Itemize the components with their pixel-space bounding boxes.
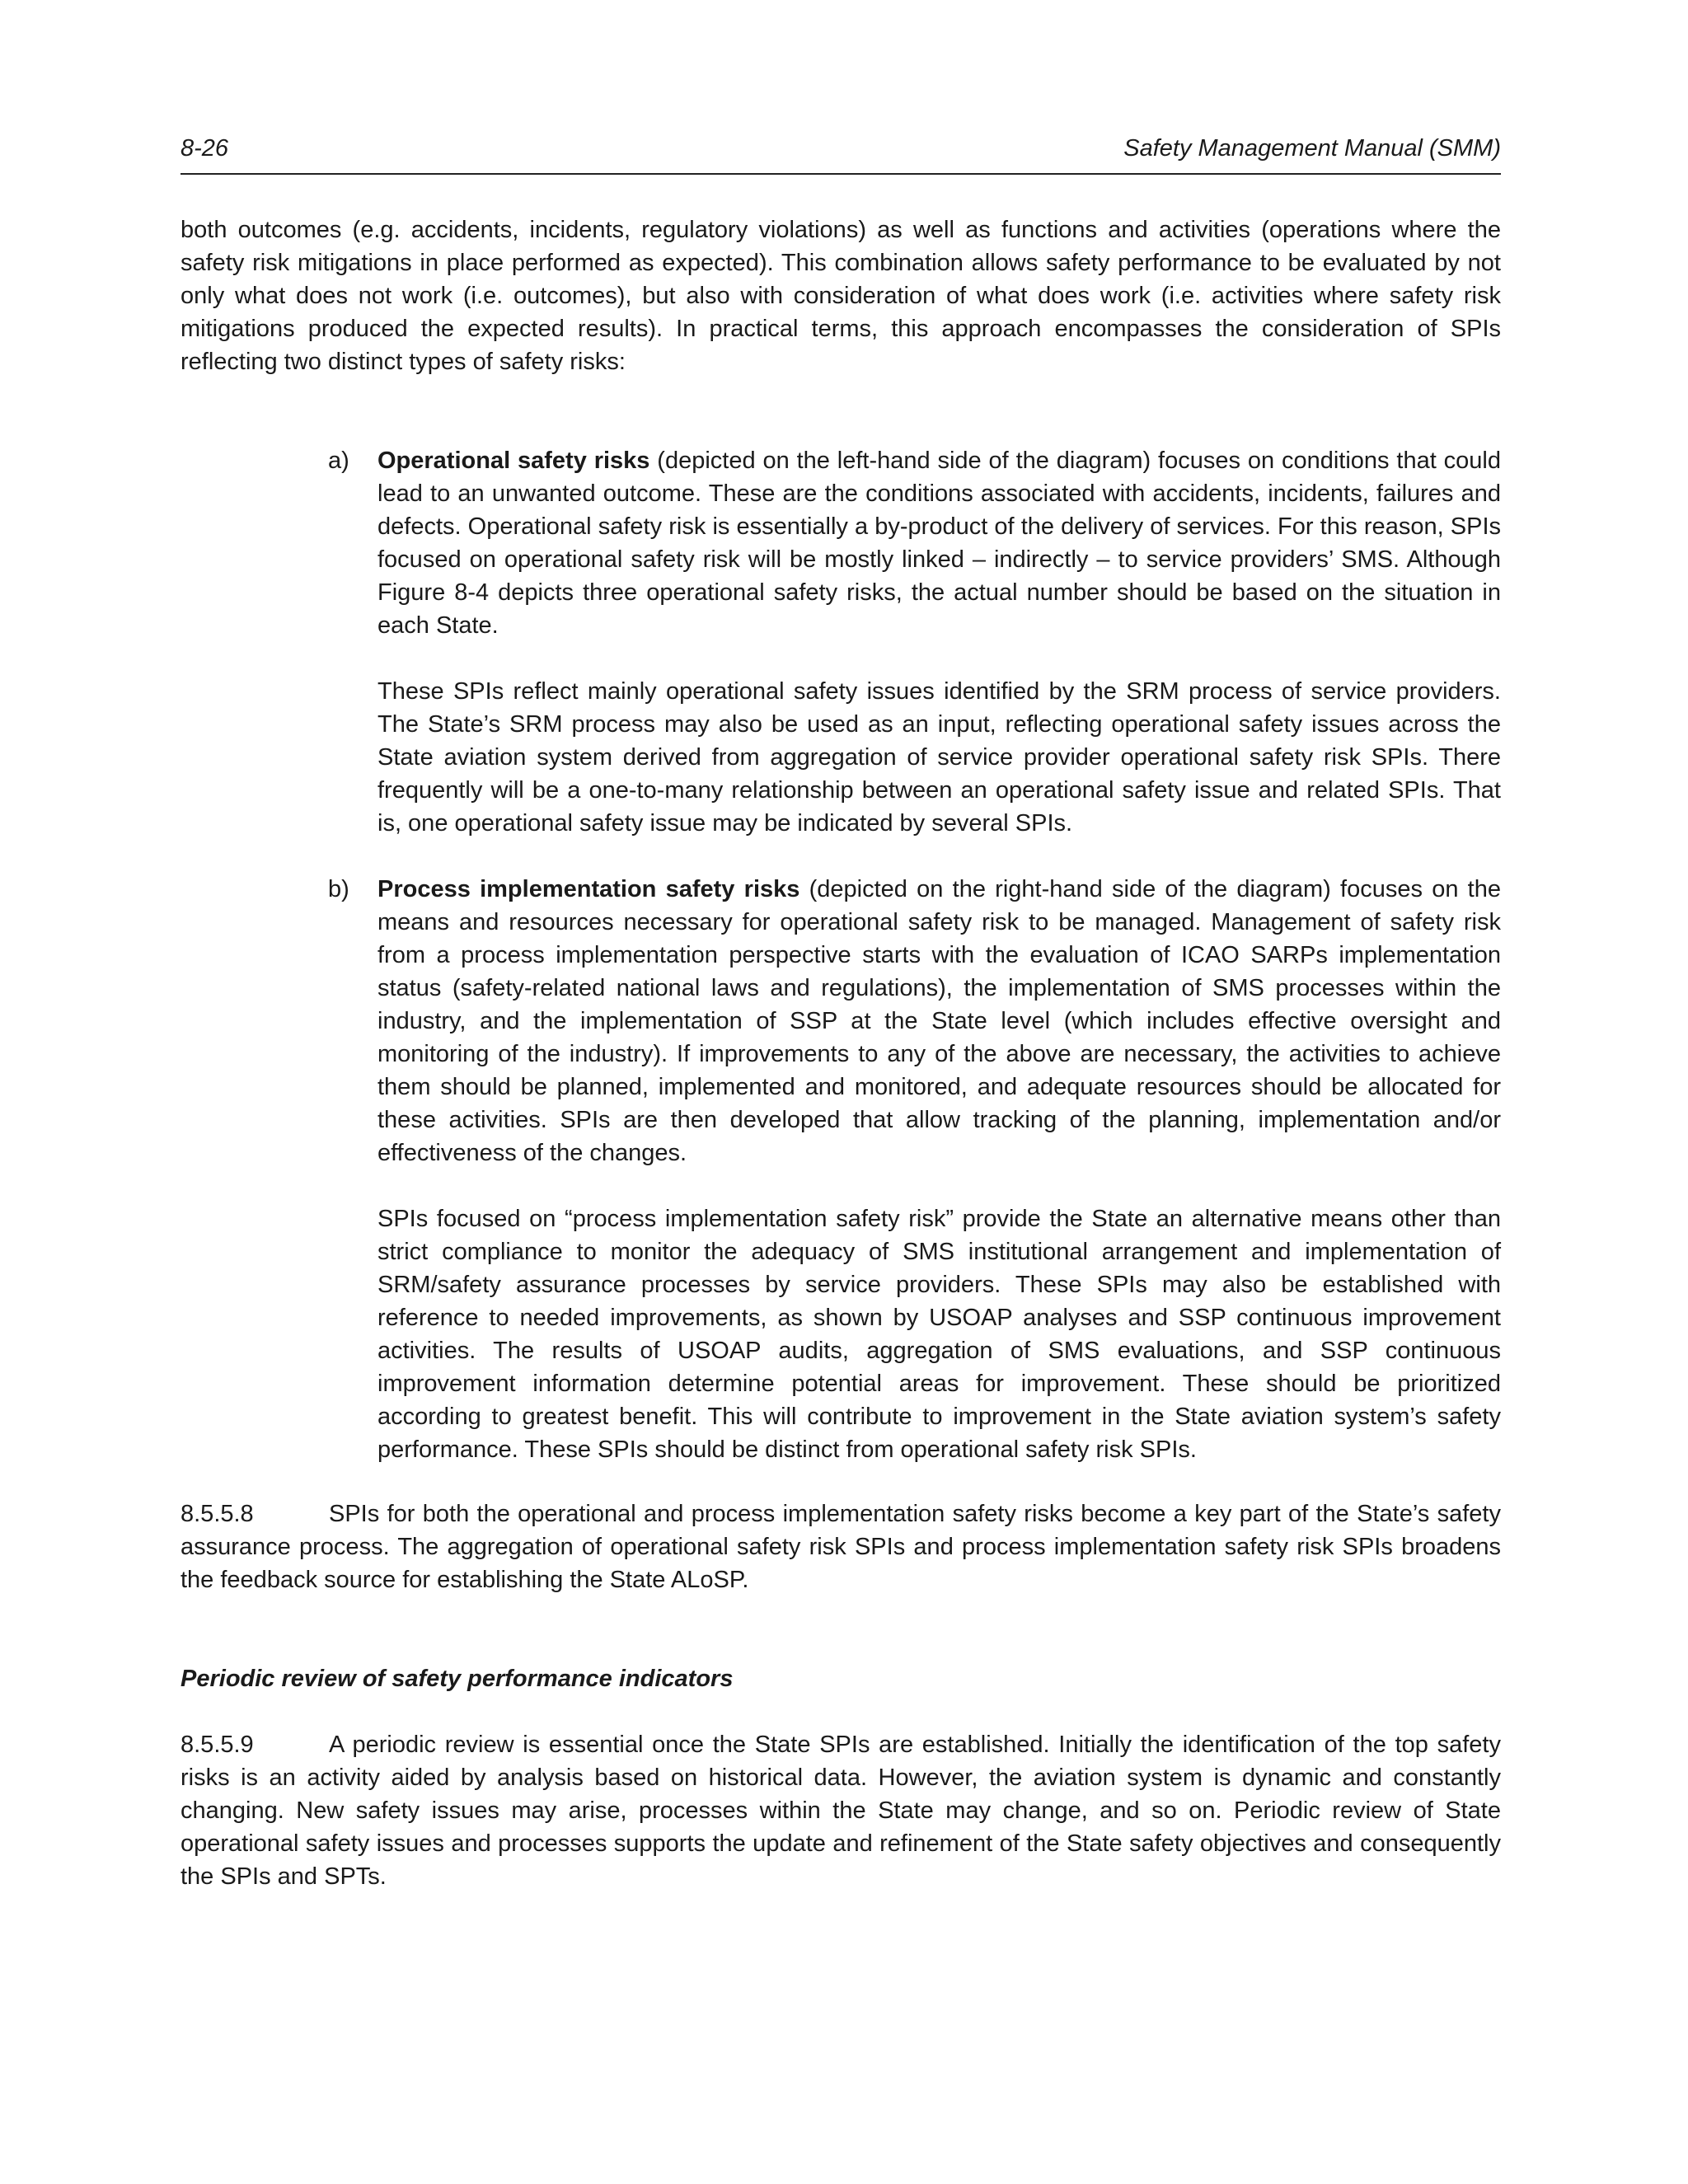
- item-text: (depicted on the right-hand side of the diagram) focuses on the means and resources necessary for operational safety risk to be managed. Management of safety risk from a process implementation perspective starts with the evaluation of ICAO SARPs implementation status (safety-related national laws and regulations), the implementation of SMS processes within the industry, and the implementation of SSP at the State level (which includes effective oversight and monitoring of the industry). If improvements to any of the above are necessary, the activities to achieve them should be planned, implemented and monitored, and adequate resources should be allocated for these activities. SPIs are then developed that allow tracking of the planning, implementation and/or effectiveness of the changes.: [377, 876, 1501, 1166]
- intro-paragraph: both outcomes (e.g. accidents, incidents, regulatory violations) as well as functions and activities (operations where the safety risk mitigations in place performed as expected). This combination allows safety performance to be evaluated by not only what does not work (i.e. outcomes), but also with consideration of what does work (i.e. activities where safety risk mitigations produced the expected results). In practical terms, this approach encompasses the consideration of SPIs reflecting two distinct types of safety risks:: [181, 217, 1501, 375]
- document-title: Safety Management Manual (SMM): [1123, 135, 1501, 162]
- list-item-continuation: These SPIs reflect mainly operational safety issues identified by the SRM process of service providers. The State’s SRM process may also be used as an input, reflecting operational safety issues across the State aviation system derived from aggregation of service provider operational safety risk SPIs. There frequently will be a one-to-many relationship between an operational safety issue and related SPIs. That is, one operational safety issue may be indicated by several SPIs.: [377, 678, 1501, 837]
- list-item-continuation: SPIs focused on “process implementation safety risk” provide the State an alternative means other than strict compliance to monitor the adequacy of SMS institutional arrangement and implementation of SRM/safety assurance processes by service providers. These SPIs may also be established with reference to needed improvements, as shown by USOAP analyses and SSP continuous improvement activities. The results of USOAP audits, aggregation of SMS evaluations, and SSP continuous improvement information determine potential areas for improvement. These should be prioritized according to greatest benefit. This will contribute to improvement in the State aviation system’s safety performance. These SPIs should be distinct from operational safety risk SPIs.: [377, 1206, 1501, 1463]
- item-text: (depicted on the left-hand side of the diagram) focuses on conditions that could lead to an unwanted outcome. These are the conditions associated with accidents, incidents, failures and defects. Operational safety risk is essentially a by-product of the delivery of services. For this reason, SPIs focused on operational safety risk will be mostly linked – indirectly – to service providers’ SMS. Although Figure 8-4 depicts three operational safety risks, the actual number should be based on the situation in each State.: [377, 448, 1501, 639]
- paragraph-8559: [181, 1728, 1501, 1893]
- intro-paragraph-block: [181, 213, 1501, 378]
- subheading-block: [181, 1662, 1501, 1695]
- list-item-paragraph: [377, 444, 1501, 642]
- page-header: [181, 132, 1501, 175]
- paragraph-text: A periodic review is essential once the State SPIs are established. Initially the identification of the top safety risks is an activity aided by analysis based on historical data. However, the aviation system is dynamic and constantly changing. New safety issues may arise, processes within the State may change, and so on. Periodic review of State operational safety issues and processes supports the update and refinement of the State safety objectives and consequently the SPIs and SPTs.: [181, 1732, 1501, 1890]
- section-subheading: Periodic review of safety performance indicators: [181, 1666, 734, 1692]
- paragraph-8558-block: [181, 1497, 1501, 1596]
- paragraph-text: SPIs for both the operational and process implementation safety risks become a key part of the State’s safety assurance process. The aggregation of operational safety risk SPIs and process implementation safety risk SPIs broadens the feedback source for establishing the State ALoSP.: [181, 1501, 1501, 1593]
- paragraph-8559-block: [181, 1728, 1501, 1893]
- list-item-body: [377, 873, 1501, 1466]
- paragraph-number: 8.5.5.8: [181, 1501, 254, 1527]
- page-number: 8-26: [181, 135, 229, 162]
- paragraph-8558: [181, 1497, 1501, 1596]
- list-item-paragraph: [377, 873, 1501, 1169]
- bold-term: Process implementation safety risks: [377, 876, 800, 902]
- bold-term: Operational safety risks: [377, 448, 650, 474]
- list-item-letter: a): [328, 448, 349, 474]
- list-item-body: [377, 444, 1501, 840]
- paragraph-number: 8.5.5.9: [181, 1732, 254, 1758]
- list-item-letter: b): [328, 876, 349, 902]
